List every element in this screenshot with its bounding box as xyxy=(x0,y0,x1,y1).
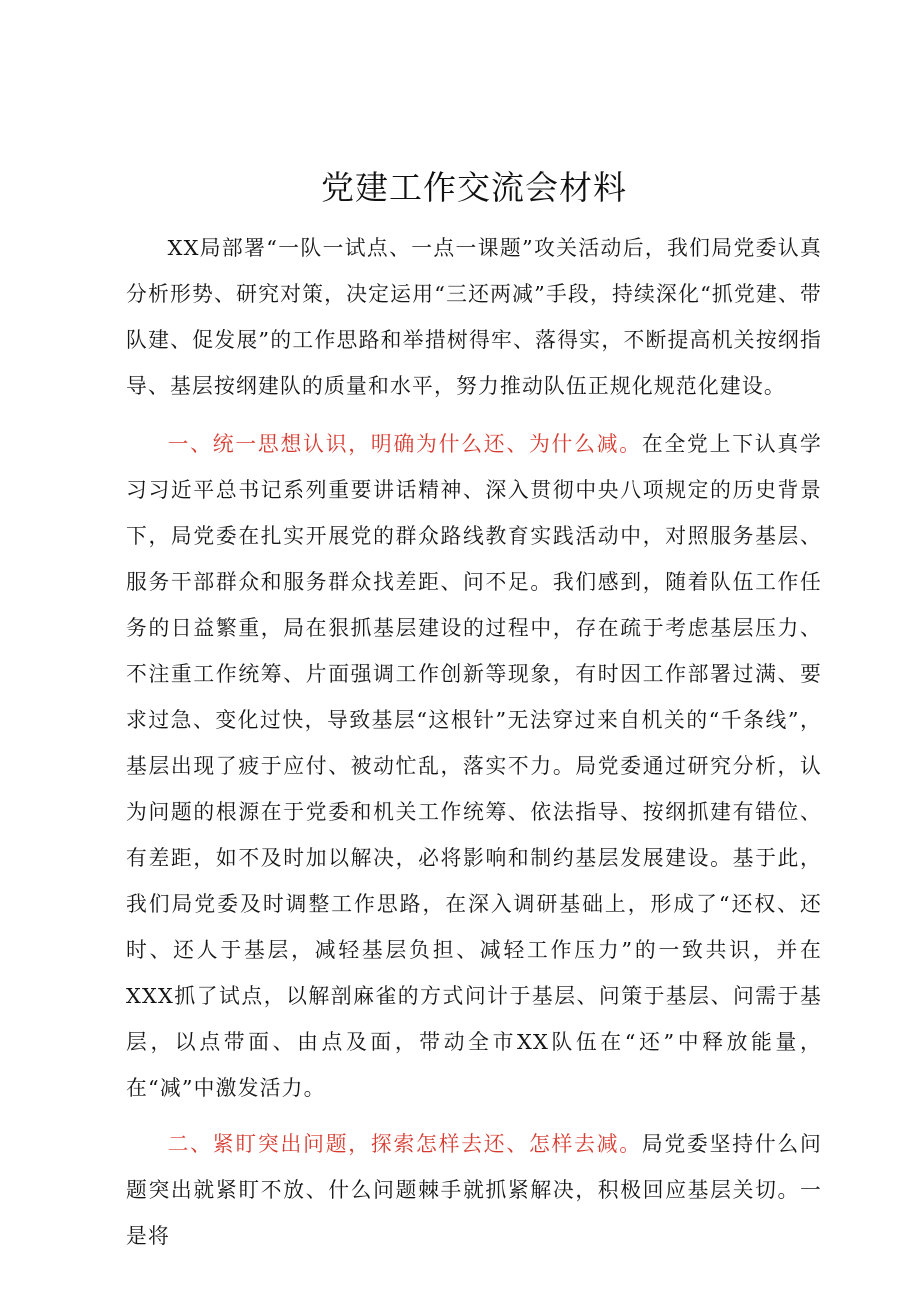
intro-paragraph: XX局部署“一队一试点、一点一课题”攻关活动后，我们局党委认真分析形势、研究对策，决定运用“三还两减”手段，持续深化“抓党建、带队建、促发展”的工作思路和举措树得牢、落得实，不断提高机关按纲指导、基层按纲建队的质量和水平，努力推动队伍正规化规范化建设。 xyxy=(126,236,822,398)
section-2-body: 局党委坚持什么问题突出就紧盯不放、什么问题棘手就抓紧解决，积极回应基层关切。一是将 xyxy=(126,1132,822,1248)
document-title: 党建工作交流会材料 xyxy=(321,168,627,207)
section-1-body: 在全党上下认真学习习近平总书记系列重要讲话精神、深入贯彻中央八项规定的历史背景下，局党委在扎实开展党的群众路线教育实践活动中，对照服务基层、服务干部群众和服务群众找差距、问不足。我们感到，随着队伍工作任务的日益繁重，局在狠抓基层建设的过程中，存在疏于考虑基层压力、不注重工作统筹、片面强调工作创新等现象，有时因工作部署过满、要求过急、变化过快，导致基层“这根针”无法穿过来自机关的“千条线”，基层出现了疲于应付、被动忙乱，落实不力。局党委通过研究分析，认为问题的根源在于党委和机关工作统筹、依法指导、按纲抓建有错位、有差距，如不及时加以解决，必将影响和制约基层发展建设。基于此，我们局党委及时调整工作思路，在深入调研基础上，形成了“还权、还时、还人于基层，减轻基层负担、减轻工作压力”的一致共识，并在XXX抓了试点，以解剖麻雀的方式问计于基层、问策于基层、问需于基层，以点带面、由点及面，带动全市XX队伍在“还”中释放能量，在“减”中激发活力。 xyxy=(126,432,822,1100)
section-2-paragraph xyxy=(126,1121,822,1259)
document-body xyxy=(126,160,822,1269)
section-2-heading: 二、紧盯突出问题，探索怎样去还、怎样去减。 xyxy=(167,1132,642,1156)
section-1-heading: 一、统一思想认识，明确为什么还、为什么减。 xyxy=(167,432,642,456)
section-1-paragraph xyxy=(126,421,822,1111)
